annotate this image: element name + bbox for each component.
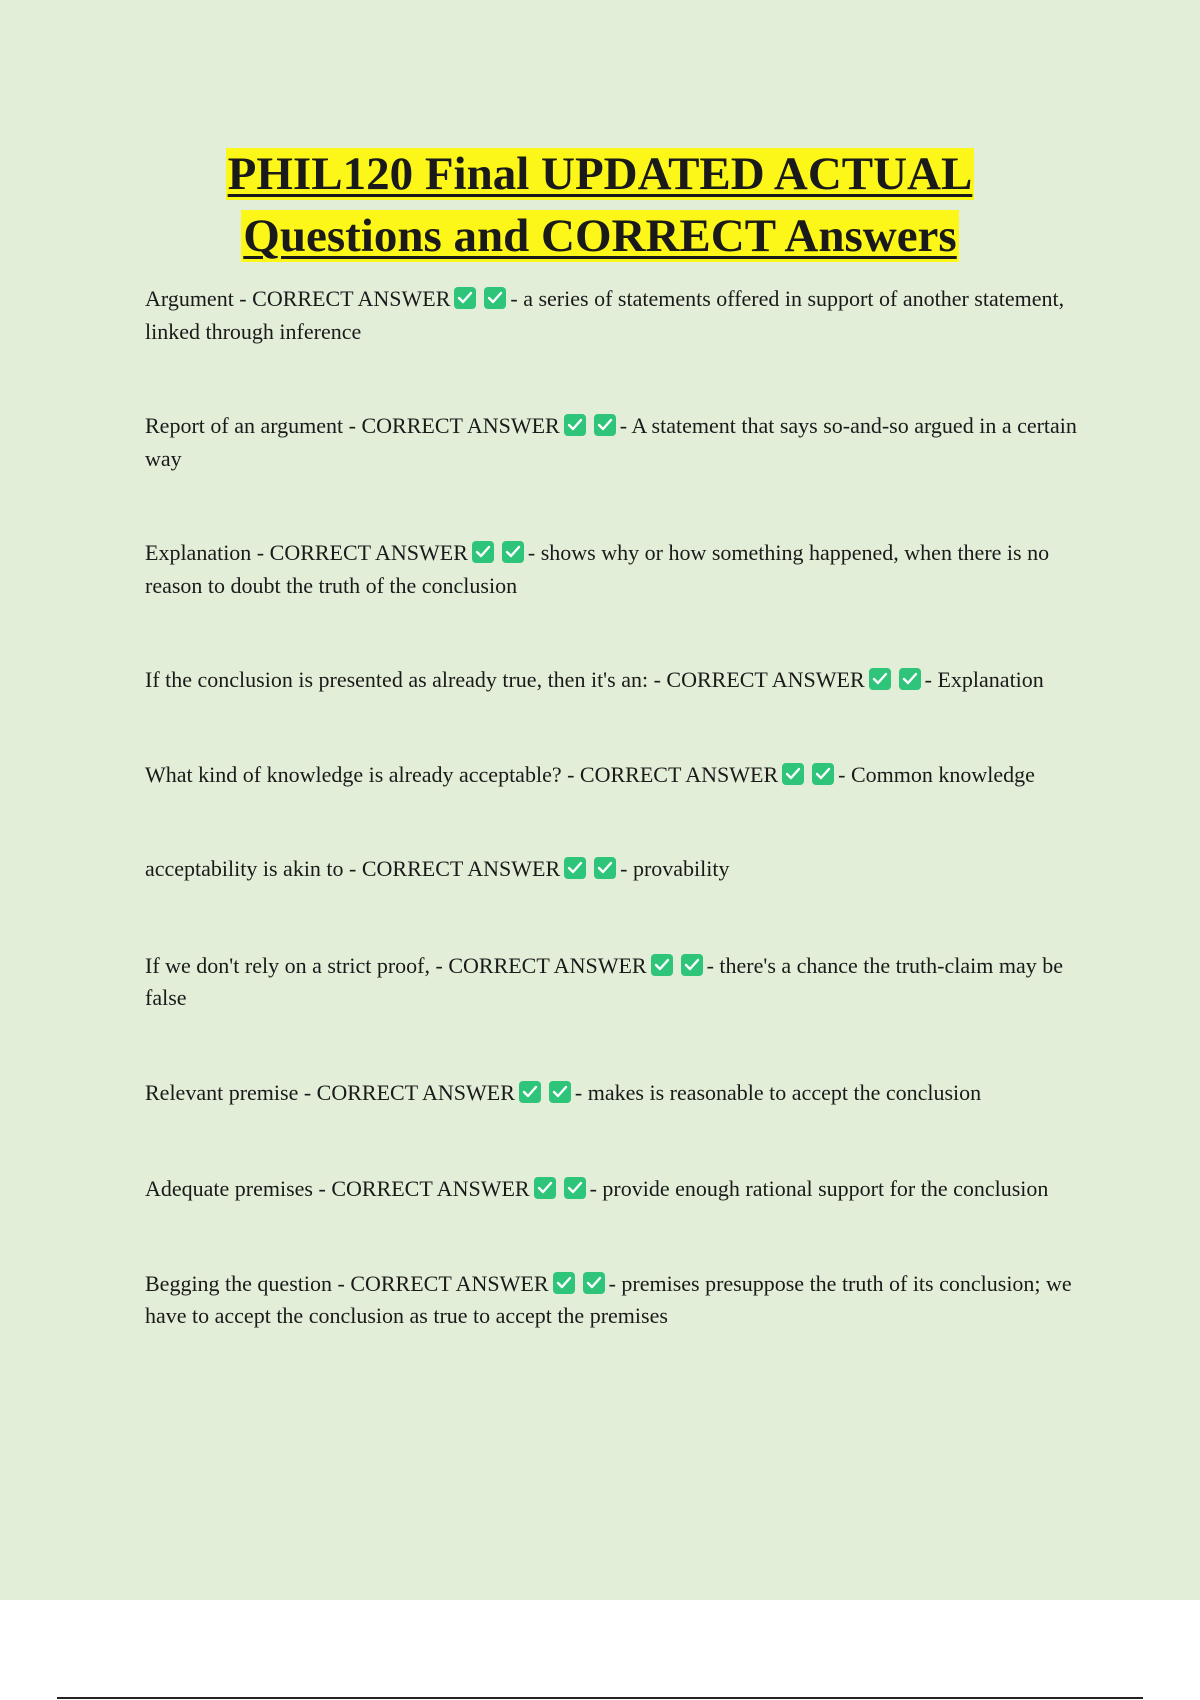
qa-answer: - shows why or how something happened, when there is no reason to doubt the truth of the conclusion — [145, 540, 1050, 598]
qa-item — [145, 950, 1095, 1015]
qa-answer: - provability — [620, 856, 730, 881]
qa-item — [145, 1268, 1095, 1333]
checkmark-icon — [454, 287, 476, 309]
qa-item — [145, 410, 1095, 475]
correct-answer-label: CORRECT ANSWER — [316, 1079, 515, 1105]
qa-term: Argument - — [145, 286, 253, 311]
checkmark-icon — [594, 857, 616, 879]
correct-answer-label: CORRECT ANSWER — [579, 761, 779, 787]
title-line-1: PHIL120 Final UPDATED ACTUAL — [227, 148, 973, 200]
qa-term: Begging the question - — [145, 1270, 351, 1296]
qa-answer: - there's a chance the truth-claim may be false — [145, 952, 1063, 1010]
qa-term: Report of an argument - — [145, 413, 362, 438]
qa-item — [145, 537, 1095, 602]
qa-item — [145, 664, 1095, 697]
correct-answer-label: CORRECT ANSWER — [269, 540, 468, 565]
qa-answer: - A statement that says so-and-so argued in a certain way — [145, 413, 1077, 471]
correct-answer-label: CORRECT ANSWER — [666, 667, 865, 692]
checkmark-icon — [553, 1272, 575, 1294]
correct-answer-label: CORRECT ANSWER — [361, 413, 560, 438]
qa-term: Explanation - — [145, 540, 270, 565]
title-line-2: Questions and CORRECT Answers — [243, 210, 957, 262]
qa-answer: - a series of statements offered in support of another statement, linked through inference — [145, 286, 1065, 344]
qa-item — [145, 283, 1095, 348]
checkmark-icon — [583, 1272, 605, 1294]
qa-answer: - premises presuppose the truth of its conclusion; we have to accept the conclusion as true to accept the premises — [145, 1270, 1072, 1328]
checkmark-icon — [899, 668, 921, 690]
checkmark-icon — [564, 857, 586, 879]
qa-answer: - provide enough rational support for the conclusion — [589, 1176, 1049, 1201]
checkmark-icon — [519, 1081, 541, 1103]
correct-answer-label: CORRECT ANSWER — [350, 1270, 549, 1296]
qa-term: Relevant premise - — [145, 1079, 317, 1105]
checkmark-icon — [681, 954, 703, 976]
qa-list — [145, 283, 1095, 1395]
qa-item — [145, 759, 1095, 792]
correct-answer-label: CORRECT ANSWER — [252, 286, 451, 311]
correct-answer-label: CORRECT ANSWER — [331, 1176, 530, 1201]
checkmark-icon — [549, 1081, 571, 1103]
qa-term: If we don't rely on a strict proof, - — [145, 952, 449, 978]
checkmark-icon — [594, 414, 616, 436]
qa-term: Adequate premises - — [145, 1176, 332, 1201]
document-title — [0, 143, 1200, 267]
checkmark-icon — [502, 541, 524, 563]
qa-item — [145, 1077, 1095, 1110]
qa-term: acceptability is akin to - — [145, 856, 362, 881]
qa-answer: - makes is reasonable to accept the conclusion — [574, 1079, 982, 1105]
correct-answer-label: CORRECT ANSWER — [448, 952, 647, 978]
checkmark-icon — [484, 287, 506, 309]
qa-answer: - Common knowledge — [838, 761, 1035, 787]
checkmark-icon — [812, 763, 834, 785]
correct-answer-label: CORRECT ANSWER — [361, 856, 561, 881]
qa-answer: - Explanation — [924, 667, 1044, 692]
qa-item — [145, 853, 1095, 886]
qa-term: What kind of knowledge is already acceptable? - — [145, 761, 580, 787]
checkmark-icon — [472, 541, 494, 563]
checkmark-icon — [651, 954, 673, 976]
checkmark-icon — [564, 414, 586, 436]
footer-rule — [57, 1697, 1143, 1699]
checkmark-icon — [564, 1177, 586, 1199]
checkmark-icon — [782, 763, 804, 785]
checkmark-icon — [869, 668, 891, 690]
qa-item — [145, 1173, 1095, 1206]
qa-term: If the conclusion is presented as already true, then it's an: - — [145, 667, 667, 692]
checkmark-icon — [534, 1177, 556, 1199]
